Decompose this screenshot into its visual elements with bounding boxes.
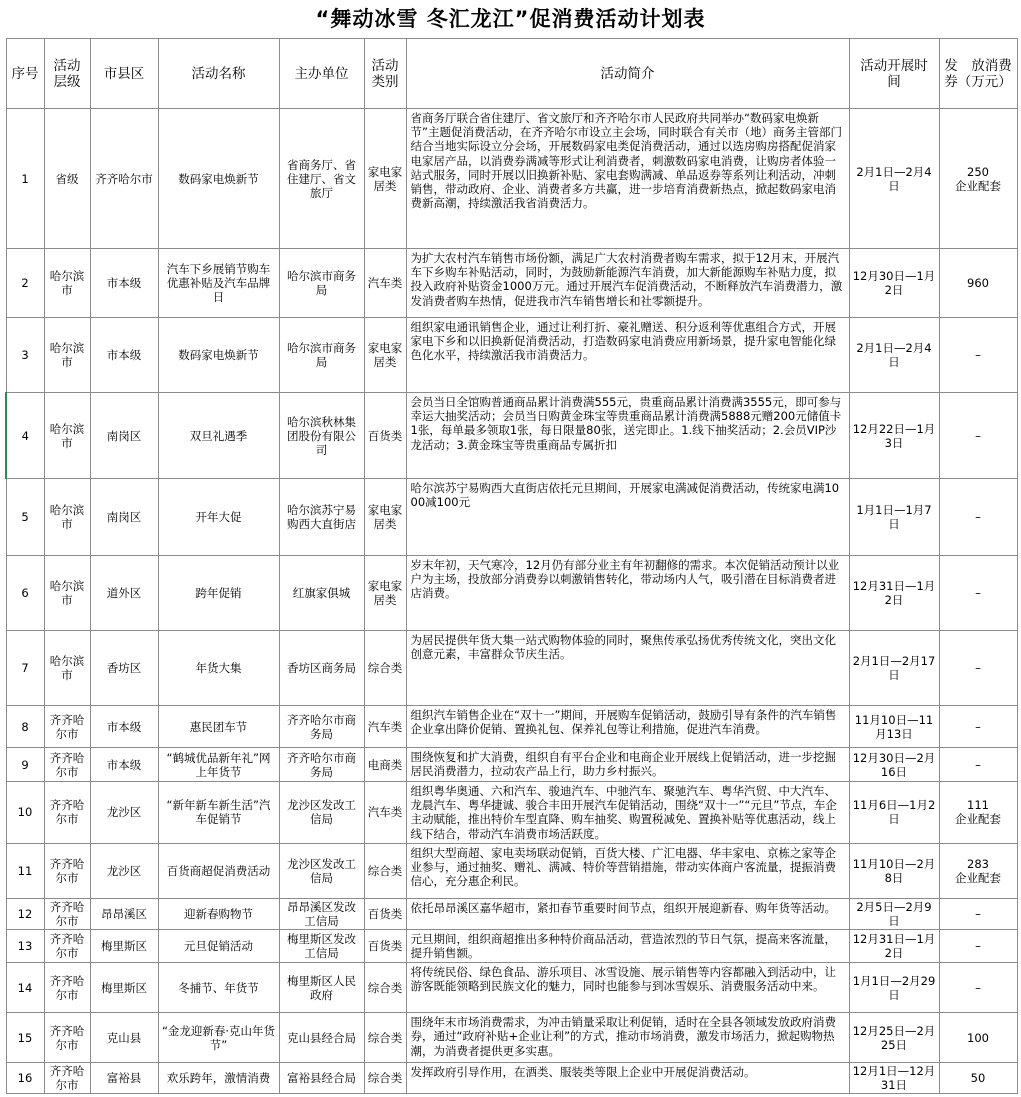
cell-intro: 为居民提供年货大集一站式购物体验的同时，聚焦传承弘扬优秀传统文化，突出文化创意元素，丰富群众节庆生活。 <box>406 631 849 706</box>
table-row <box>6 843 1017 898</box>
cell-time: 11月10日—2月8日 <box>849 843 939 898</box>
cell-time: 12月30日—2月16日 <box>849 748 939 782</box>
cell-level: 齐齐哈尔市 <box>44 843 90 898</box>
header-host: 主办单位 <box>279 39 364 109</box>
cell-level: 齐齐哈尔市 <box>44 963 90 1013</box>
cell-coupon: – <box>939 898 1017 929</box>
cell-name: 百货商超促消费活动 <box>158 843 279 898</box>
cell-intro: 将传统民俗、绿色食品、游乐项目、冰雪设施、展示销售等内容都融入到活动中，让游客既能领略到民族文化的魅力，同时也能参与到冰雪娱乐、消费服务活动中来。 <box>406 963 849 1013</box>
table-row <box>6 782 1017 844</box>
cell-host: 昂昂溪区发改工信局 <box>279 898 364 929</box>
cell-coupon: 250 企业配套 <box>939 109 1017 249</box>
cell-time: 11月6日—1月2日 <box>849 782 939 844</box>
cell-host: 龙沙区发改工信局 <box>279 843 364 898</box>
table-row <box>6 249 1017 318</box>
cell-host: 克山县经合局 <box>279 1013 364 1063</box>
cell-category: 家电家居类 <box>364 479 406 556</box>
cell-name: 数码家电焕新节 <box>158 318 279 393</box>
cell-no: 8 <box>6 706 44 748</box>
cell-time: 12月31日—1月2日 <box>849 929 939 962</box>
cell-host: 齐齐哈尔市商务局 <box>279 706 364 748</box>
cell-time: 2月1日—2月4日 <box>849 109 939 249</box>
table-body <box>6 109 1017 1094</box>
cell-level: 齐齐哈尔市 <box>44 929 90 962</box>
cell-city: 齐齐哈尔市 <box>90 109 158 249</box>
header-category: 活动类别 <box>364 39 406 109</box>
cell-city: 市本级 <box>90 706 158 748</box>
cell-no: 4 <box>6 393 44 479</box>
table-row <box>6 479 1017 556</box>
cell-host: 哈尔滨市商务局 <box>279 249 364 318</box>
cell-city: 道外区 <box>90 556 158 631</box>
cell-name: 元旦促销活动 <box>158 929 279 962</box>
cell-host: 省商务厅、省住建厅、省文旅厅 <box>279 109 364 249</box>
cell-level: 省级 <box>44 109 90 249</box>
cell-no: 16 <box>6 1063 44 1094</box>
cell-host: 梅里斯区发改工信局 <box>279 929 364 962</box>
header-city: 市县区 <box>90 39 158 109</box>
cell-name: 汽车下乡展销节购车优惠补贴及汽车品牌日 <box>158 249 279 318</box>
cell-time: 12月22日—1月3日 <box>849 393 939 479</box>
cell-coupon: – <box>939 318 1017 393</box>
cell-category: 汽车类 <box>364 249 406 318</box>
cell-intro: 组织汽车销售企业在“双十一”期间，开展购车促销活动，鼓励引导有条件的汽车销售企业拿出降价促销、置换礼包、保养礼包等让利措施，促进汽车消费。 <box>406 706 849 748</box>
cell-time: 12月31日—1月2日 <box>849 556 939 631</box>
cell-intro: 依托昂昂溪区嘉华超市，紧扣春节重要时间节点，组织开展迎新春、购年货等活动。 <box>406 898 849 929</box>
cell-time: 2月1日—2月4日 <box>849 318 939 393</box>
cell-coupon: – <box>939 929 1017 962</box>
cell-city: 南岗区 <box>90 393 158 479</box>
table-row <box>6 631 1017 706</box>
table-row <box>6 393 1017 479</box>
cell-name: 数码家电焕新节 <box>158 109 279 249</box>
cell-name: 欢乐跨年，激情消费 <box>158 1063 279 1094</box>
table-row <box>6 1063 1017 1094</box>
cell-host: 龙沙区发改工信局 <box>279 782 364 844</box>
cell-no: 1 <box>6 109 44 249</box>
cell-intro: 岁末年初，天气寒冷，12月仍有部分业主有年初翻修的需求。本次促销活动预计以业户为主场，投放部分消费券以刺激销售转化，带动场内人气，吸引潜在目标消费者进店消费。 <box>406 556 849 631</box>
cell-host: 梅里斯区人民政府 <box>279 963 364 1013</box>
table-row <box>6 109 1017 249</box>
cell-intro: 组织大型商超、家电卖场联动促销，百货大楼、广汇电器、华丰家电、京栋之家等企业参与，通过抽奖、赠礼、满减、特价等营销措施，带动实体商户客流量，提振消费信心，充分惠企利民。 <box>406 843 849 898</box>
cell-city: 富裕县 <box>90 1063 158 1094</box>
cell-level: 齐齐哈尔市 <box>44 748 90 782</box>
cell-level: 哈尔滨市 <box>44 249 90 318</box>
cell-city: 市本级 <box>90 318 158 393</box>
activity-table <box>5 38 1018 1094</box>
cell-intro: 组织家电通讯销售企业，通过让利打折、豪礼赠送、积分返利等优惠组合方式，开展家电下乡和以旧换新促消费活动，打造数码家电消费应用新场景，提升家电智能化绿色化水平，持续激活我市消费活力。 <box>406 318 849 393</box>
cell-level: 齐齐哈尔市 <box>44 898 90 929</box>
cell-no: 11 <box>6 843 44 898</box>
table-row <box>6 318 1017 393</box>
cell-city: 梅里斯区 <box>90 963 158 1013</box>
cell-host: 香坊区商务局 <box>279 631 364 706</box>
cell-coupon: – <box>939 479 1017 556</box>
cell-category: 综合类 <box>364 1063 406 1094</box>
cell-category: 综合类 <box>364 1013 406 1063</box>
cell-city: 市本级 <box>90 249 158 318</box>
cell-category: 电商类 <box>364 748 406 782</box>
cell-category: 汽车类 <box>364 782 406 844</box>
cell-no: 15 <box>6 1013 44 1063</box>
cell-time: 2月5日—2月9日 <box>849 898 939 929</box>
cell-name: 跨年促销 <box>158 556 279 631</box>
cell-coupon: 960 <box>939 249 1017 318</box>
header-intro: 活动简介 <box>406 39 849 109</box>
table-row <box>6 898 1017 929</box>
cell-host: 富裕县经合局 <box>279 1063 364 1094</box>
cell-coupon: – <box>939 748 1017 782</box>
cell-no: 5 <box>6 479 44 556</box>
cell-host: 红旗家俱城 <box>279 556 364 631</box>
table-row <box>6 929 1017 962</box>
cell-coupon: 111 企业配套 <box>939 782 1017 844</box>
cell-coupon: – <box>939 631 1017 706</box>
cell-intro: 发挥政府引导作用，在酒类、服装类等限上企业中开展促消费活动。 <box>406 1063 849 1094</box>
cell-time: 1月1日—2月29日 <box>849 963 939 1013</box>
cell-category: 家电家居类 <box>364 109 406 249</box>
cell-time: 1月1日—1月7日 <box>849 479 939 556</box>
cell-city: 龙沙区 <box>90 782 158 844</box>
cell-no: 6 <box>6 556 44 631</box>
cell-time: 2月1日—2月17日 <box>849 631 939 706</box>
cell-level: 齐齐哈尔市 <box>44 1013 90 1063</box>
cell-host: 哈尔滨市商务局 <box>279 318 364 393</box>
table-row <box>6 556 1017 631</box>
page-title: “舞动冰雪 冬汇龙江”促消费活动计划表 <box>315 7 706 31</box>
table-row <box>6 963 1017 1013</box>
cell-coupon: 100 <box>939 1013 1017 1063</box>
cell-intro: 省商务厅联合省住建厅、省文旅厅和齐齐哈尔市人民政府共同举办“数码家电焕新节”主题促消费活动，在齐齐哈尔市设立主会场，同时联合有关市（地）商务主管部门结合当地实际设立分会场，开展数码家电类促消费活动，通过以选房购房搭配促消家电家居产品，以消费券满减等形式让利消费者，刺激数码家电消费，让购房者体验一站式服务，同时开展以旧换新补贴、家电套购满减、单品返券等系列让利活动，冲刺销售，带动政府、企业、消费者多方共赢，进一步培育消费新热点，掀起数码家电消费新高潮，持续激活我省消费活力。 <box>406 109 849 249</box>
cell-intro: 元旦期间，组织商超推出多种特价商品活动，营造浓烈的节日气氛，提高来客流量，提升销售额。 <box>406 929 849 962</box>
cell-coupon: – <box>939 393 1017 479</box>
cell-level: 齐齐哈尔市 <box>44 782 90 844</box>
cell-category: 汽车类 <box>364 706 406 748</box>
cell-level: 哈尔滨市 <box>44 556 90 631</box>
cell-time: 12月30日—1月2日 <box>849 249 939 318</box>
cell-name: 迎新春购物节 <box>158 898 279 929</box>
cell-level: 齐齐哈尔市 <box>44 706 90 748</box>
cell-category: 百货类 <box>364 393 406 479</box>
cell-time: 11月10日—11月13日 <box>849 706 939 748</box>
table-row <box>6 748 1017 782</box>
header-row <box>6 39 1017 109</box>
cell-no: 10 <box>6 782 44 844</box>
cell-level: 哈尔滨市 <box>44 631 90 706</box>
header-no: 序号 <box>6 39 44 109</box>
cell-category: 百货类 <box>364 929 406 962</box>
cell-coupon: – <box>939 706 1017 748</box>
table-row <box>6 1013 1017 1063</box>
cell-city: 龙沙区 <box>90 843 158 898</box>
header-name: 活动名称 <box>158 39 279 109</box>
cell-coupon: – <box>939 963 1017 1013</box>
cell-city: 南岗区 <box>90 479 158 556</box>
cell-host: 哈尔滨苏宁易购西大直街店 <box>279 479 364 556</box>
cell-no: 12 <box>6 898 44 929</box>
cell-coupon: 50 <box>939 1063 1017 1094</box>
cell-category: 综合类 <box>364 631 406 706</box>
cell-host: 哈尔滨秋林集团股份有限公司 <box>279 393 364 479</box>
cell-category: 百货类 <box>364 898 406 929</box>
cell-category: 综合类 <box>364 963 406 1013</box>
cell-name: 冬捕节、年货节 <box>158 963 279 1013</box>
cell-host: 齐齐哈尔市商务局 <box>279 748 364 782</box>
cell-no: 2 <box>6 249 44 318</box>
cell-city: 克山县 <box>90 1013 158 1063</box>
header-level: 活动层级 <box>44 39 90 109</box>
header-coupon: 发 放消费券（万元） <box>939 39 1017 109</box>
cell-name: “金龙迎新春·克山年货节” <box>158 1013 279 1063</box>
cell-city: 梅里斯区 <box>90 929 158 962</box>
cell-no: 7 <box>6 631 44 706</box>
cell-name: 双旦礼遇季 <box>158 393 279 479</box>
cell-city: 市本级 <box>90 748 158 782</box>
cell-name: 开年大促 <box>158 479 279 556</box>
cell-level: 齐齐哈尔市 <box>44 1063 90 1094</box>
cell-name: “鹤城优品新年礼”网上年货节 <box>158 748 279 782</box>
cell-level: 哈尔滨市 <box>44 393 90 479</box>
cell-time: 12月1日—12月31日 <box>849 1063 939 1094</box>
cell-level: 哈尔滨市 <box>44 479 90 556</box>
cell-no: 3 <box>6 318 44 393</box>
cell-intro: 哈尔滨苏宁易购西大直街店依托元旦期间，开展家电满减促消费活动，传统家电满1000减100元 <box>406 479 849 556</box>
table-row <box>6 706 1017 748</box>
cell-name: 年货大集 <box>158 631 279 706</box>
cell-coupon: – <box>939 556 1017 631</box>
cell-no: 9 <box>6 748 44 782</box>
cell-intro: 围绕年末市场消费需求，为冲击销量采取让利促销，适时在全县各领域发放政府消费券，通过“政府补贴+企业让利”的方式，推动市场消费，激发市场活力，掀起购物热潮，为消费者提供更多实惠。 <box>406 1013 849 1063</box>
cell-city: 香坊区 <box>90 631 158 706</box>
cell-name: “新年新车新生活”汽车促销节 <box>158 782 279 844</box>
cell-no: 13 <box>6 929 44 962</box>
cell-city: 昂昂溪区 <box>90 898 158 929</box>
cell-name: 惠民团车节 <box>158 706 279 748</box>
cell-intro: 围绕恢复和扩大消费，组织自有平台企业和电商企业开展线上促销活动，进一步挖掘居民消费潜力，拉动农产品上行，助力乡村振兴。 <box>406 748 849 782</box>
cell-coupon: 283 企业配套 <box>939 843 1017 898</box>
cell-intro: 组织粤华奥通、六和汽车、骏迪汽车、中驰汽车、聚驰汽车、粤华汽贸、中大汽车、龙晨汽车、粤华捷诚、骏合丰田开展汽车促销活动，围绕“双十一”“元旦”节点，车企主动赋能，推出特价车型直降、购车抽奖、购置税减免、置换补贴等优惠活动，线上线下结合，带动汽车消费市场活跃度。 <box>406 782 849 844</box>
cell-no: 14 <box>6 963 44 1013</box>
cell-intro: 为扩大农村汽车销售市场份额，满足广大农村消费者购车需求，拟于12月末，开展汽车下乡购车补贴活动，同时，为鼓励新能源汽车消费，加大新能源购车补贴力度，拟投入政府补贴资金1000万元。通过开展汽车促消费活动，不断释放汽车消费潜力，激发消费者购车热情，促进我市汽车销售增长和社零额提升。 <box>406 249 849 318</box>
header-time: 活动开展时 间 <box>849 39 939 109</box>
cell-category: 家电家居类 <box>364 556 406 631</box>
cell-time: 12月25日—2月25日 <box>849 1013 939 1063</box>
cell-level: 哈尔滨市 <box>44 318 90 393</box>
cell-category: 家电家居类 <box>364 318 406 393</box>
cell-category: 综合类 <box>364 843 406 898</box>
cell-intro: 会员当日全馆购普通商品累计消费满555元，贵重商品累计消费满3555元，即可参与幸运大抽奖活动；会员当日购黄金珠宝等贵重商品累计消费满5888元赠200元储值卡1张，每单最多领取1张，每日限量80张，送完即止。1.线下抽奖活动；2.会员VIP沙龙活动；3.黄金珠宝等贵重商品专属折扣 <box>406 393 849 479</box>
